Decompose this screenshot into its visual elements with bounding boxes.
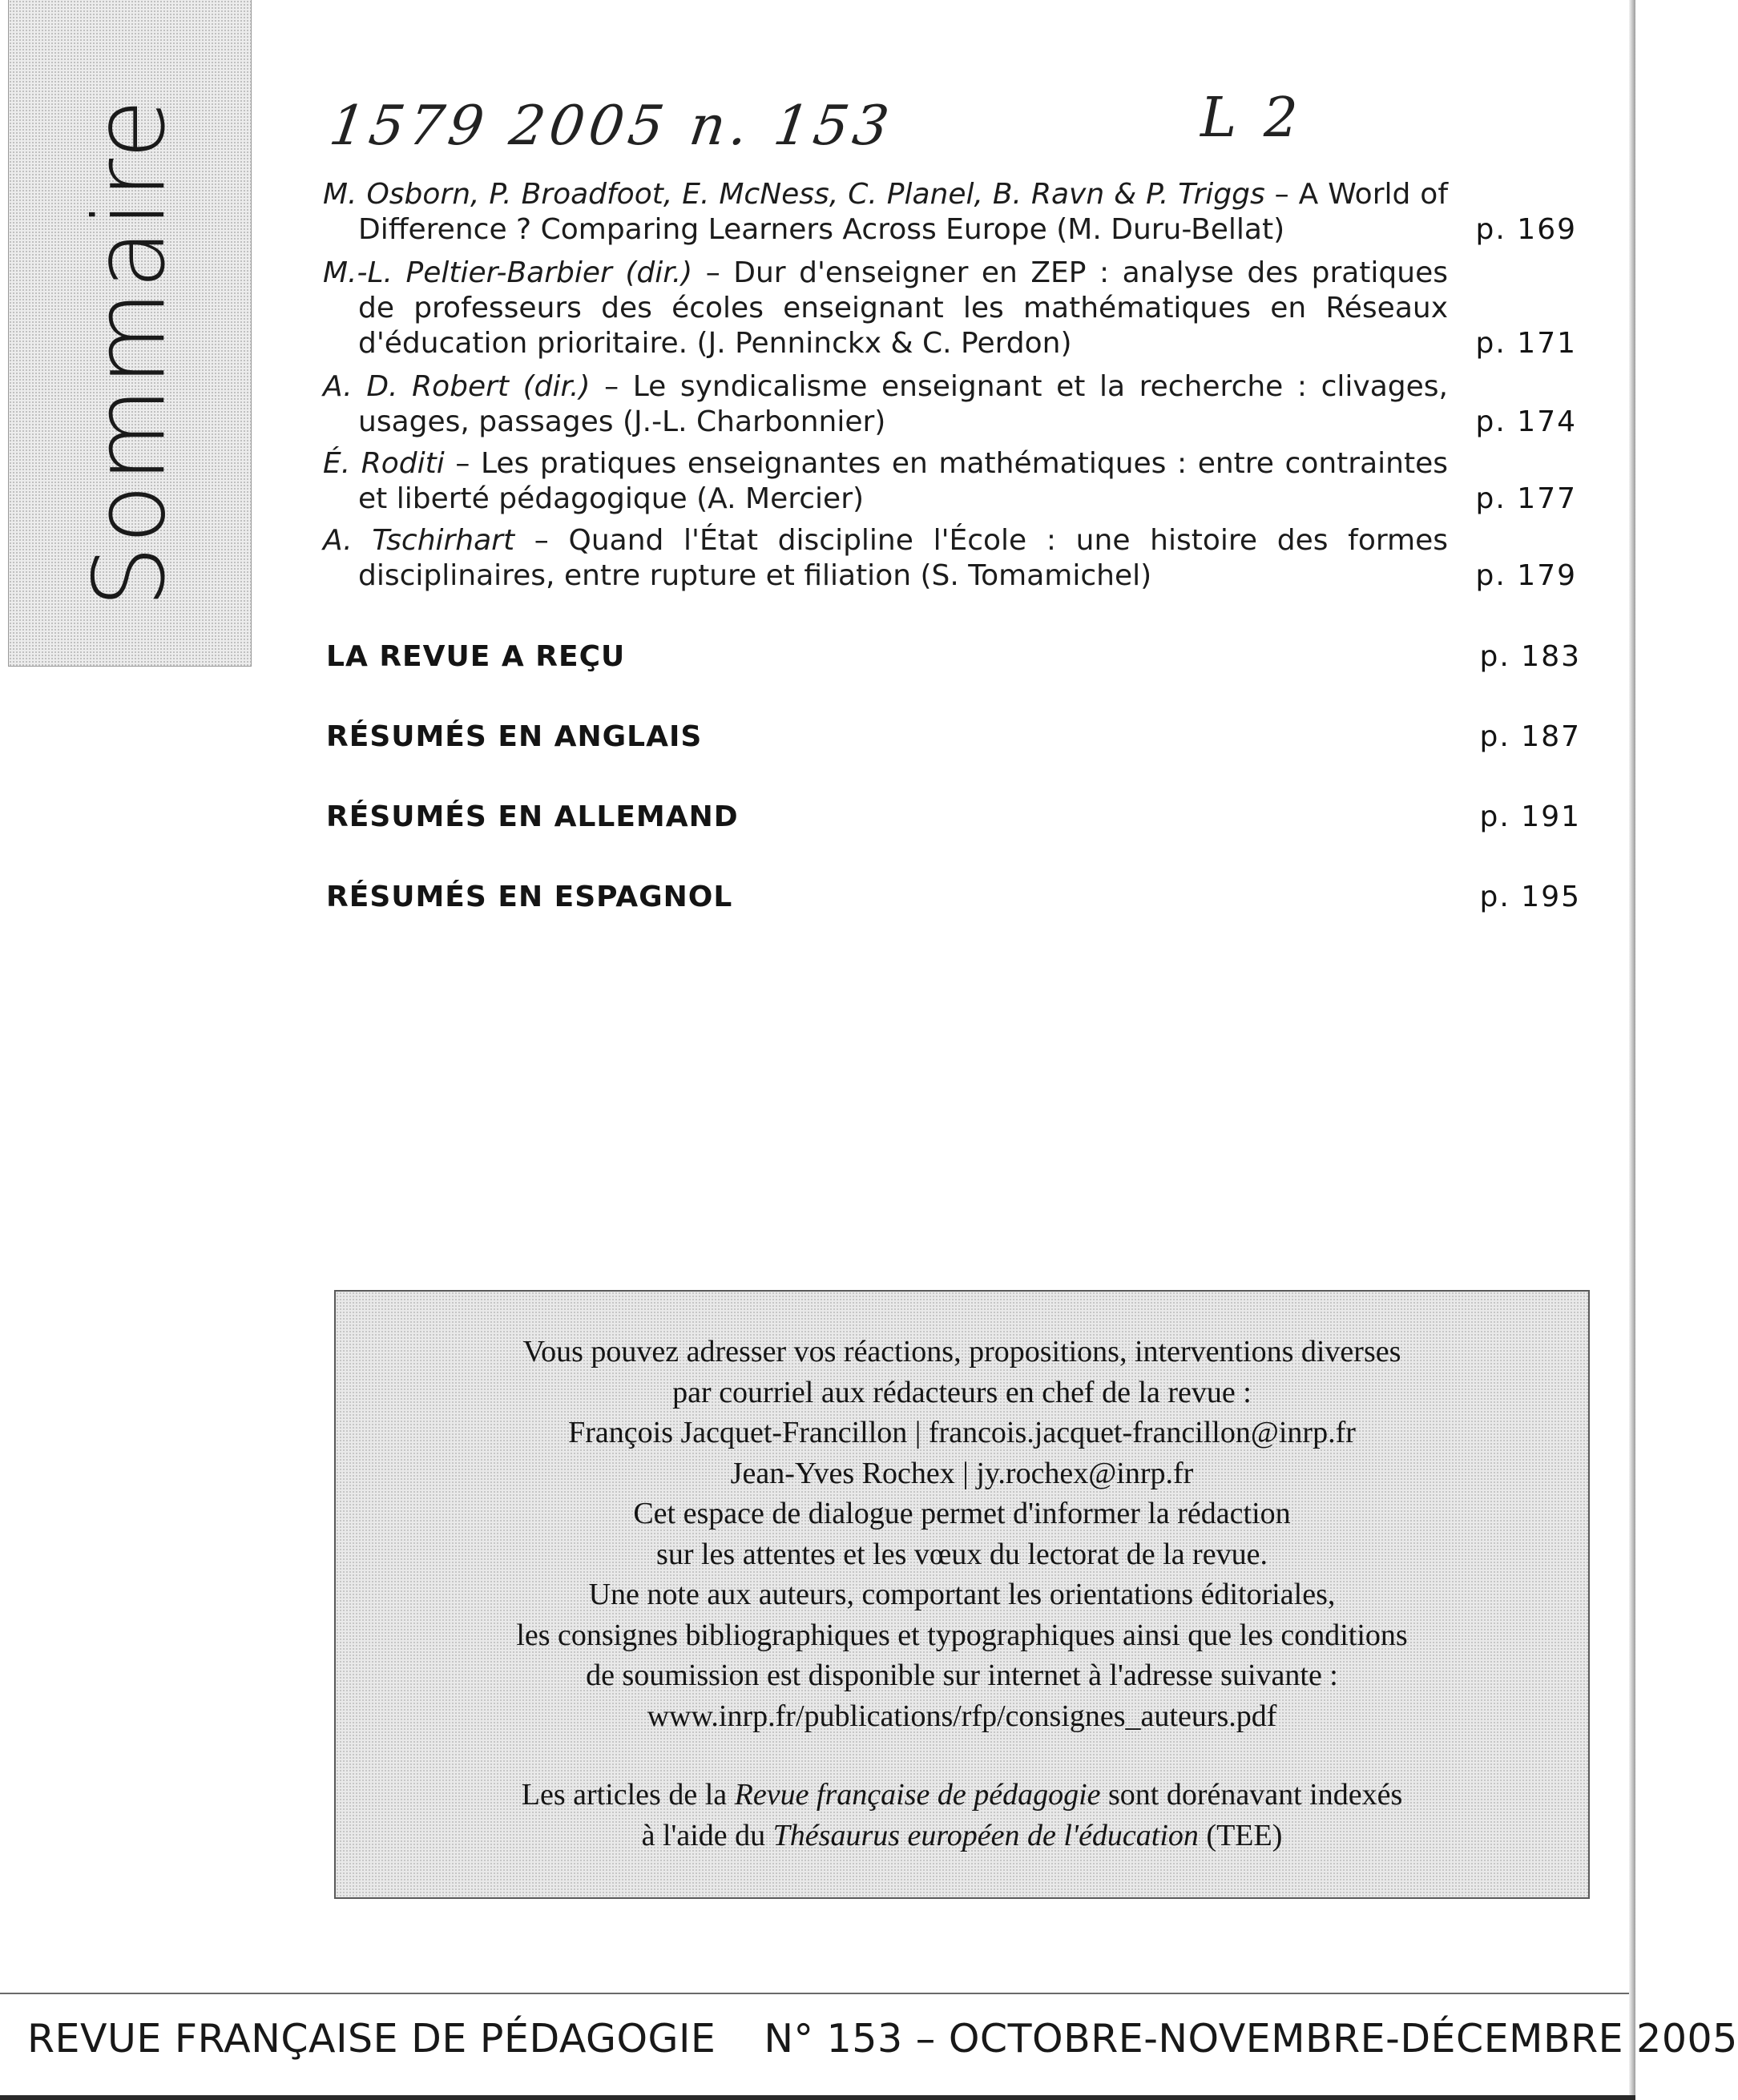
entry-title: – Le syndicalisme enseignant et la recherche : clivages, usages, passages (J.-L. Charbonnier) xyxy=(358,370,1448,438)
entry-text xyxy=(323,177,1448,248)
entry-page-number: p. 179 xyxy=(1475,559,1577,592)
entry-authors: A. D. Robert (dir.) xyxy=(323,370,591,403)
notice-line: Une note aux auteurs, comportant les orientations éditoriales, xyxy=(588,1578,1336,1611)
footer xyxy=(27,2015,1738,2063)
entry-text xyxy=(323,369,1448,440)
entry-page-number: p. 174 xyxy=(1475,405,1577,438)
toc-entry[interactable] xyxy=(323,523,1581,594)
section-page-number: p. 183 xyxy=(1479,640,1581,673)
entry-title: – Quand l'État discipline l'École : une histoire des formes disciplinaires, entre rupture et filiation (S. Tomamichel) xyxy=(358,524,1448,592)
entry-text xyxy=(323,523,1448,594)
entry-page-number: p. 169 xyxy=(1475,213,1577,246)
entry-page-number: p. 171 xyxy=(1475,327,1577,360)
section-title: RÉSUMÉS EN ANGLAIS xyxy=(326,720,703,753)
index-text: Les articles de la xyxy=(521,1778,735,1812)
toc-entry[interactable] xyxy=(323,177,1581,248)
notice-index-line-2 xyxy=(336,1816,1588,1856)
entry-text xyxy=(323,446,1448,517)
entry-page-number: p. 177 xyxy=(1475,482,1577,515)
notice-box xyxy=(334,1290,1590,1899)
notice-line-editor-1: François Jacquet-Francillon | francois.jacquet-francillon@inrp.fr xyxy=(568,1416,1356,1449)
footer-journal: REVUE FRANÇAISE DE PÉDAGOGIE xyxy=(27,2016,716,2062)
journal-title: Revue française de pédagogie xyxy=(734,1778,1101,1812)
section-title: LA REVUE A REÇU xyxy=(326,640,626,673)
toc-entry[interactable] xyxy=(323,369,1581,440)
notice-line: sur les attentes et les vœux du lectorat de la revue. xyxy=(656,1537,1268,1571)
notice-index-line-1 xyxy=(336,1775,1588,1816)
handwritten-shelf-mark: 1579 2005 n. 153 xyxy=(325,95,897,158)
entry-authors: M.-L. Peltier-Barbier (dir.) xyxy=(323,256,693,289)
toc-section[interactable] xyxy=(326,877,1581,917)
notice-line-editor-2: Jean-Yves Rochex | jy.rochex@inrp.fr xyxy=(730,1456,1194,1490)
section-title: RÉSUMÉS EN ESPAGNOL xyxy=(326,881,733,913)
toc-entry[interactable] xyxy=(323,256,1581,361)
entry-authors: É. Roditi xyxy=(323,447,445,480)
thesaurus-title: Thésaurus européen de l'éducation xyxy=(772,1818,1199,1852)
notice-url: www.inrp.fr/publications/rfp/consignes_auteurs.pdf xyxy=(647,1699,1277,1733)
entry-title: – Les pratiques enseignantes en mathématiques : entre contraintes et liberté pédagogique (A. Mercier) xyxy=(358,447,1448,515)
entry-title: – Dur d'enseigner en ZEP : analyse des pratiques de professeurs des écoles enseignant les mathématiques en Réseaux d'éducation prioritaire. (J. Penninckx & C. Perdon) xyxy=(358,256,1448,360)
entry-authors: A. Tschirhart xyxy=(323,524,515,557)
notice-line: Vous pouvez adresser vos réactions, propositions, interventions diverses xyxy=(522,1335,1401,1368)
sommaire-tab xyxy=(8,0,252,667)
entry-text xyxy=(323,256,1448,361)
notice-line: par courriel aux rédacteurs en chef de la revue : xyxy=(672,1375,1252,1409)
section-title: RÉSUMÉS EN ALLEMAND xyxy=(326,800,739,833)
index-text: sont dorénavant indexés xyxy=(1100,1778,1403,1812)
section-page-number: p. 187 xyxy=(1479,720,1581,753)
entry-authors: M. Osborn, P. Broadfoot, E. McNess, C. Planel, B. Ravn & P. Triggs xyxy=(323,178,1265,211)
notice-line: de soumission est disponible sur internet à l'adresse suivante : xyxy=(586,1659,1338,1692)
toc-entry[interactable] xyxy=(323,446,1581,517)
bottom-edge xyxy=(0,2095,1635,2100)
notice-spacer xyxy=(336,1736,1588,1775)
footer-rule xyxy=(0,1993,1629,1994)
handwritten-code: L 2 xyxy=(1200,87,1304,150)
entry-title: – A World of Difference ? Comparing Learners Across Europe (M. Duru-Bellat) xyxy=(358,178,1448,246)
footer-issue: N° 153 – OCTOBRE-NOVEMBRE-DÉCEMBRE 2005 xyxy=(764,2016,1738,2062)
toc-section[interactable] xyxy=(326,797,1581,837)
section-page-number: p. 191 xyxy=(1479,800,1581,833)
index-text: à l'aide du xyxy=(641,1818,773,1852)
section-page-number: p. 195 xyxy=(1479,881,1581,913)
index-text: (TEE) xyxy=(1198,1818,1283,1852)
notice-line: les consignes bibliographiques et typographiques ainsi que les conditions xyxy=(516,1618,1408,1652)
toc-section[interactable] xyxy=(326,637,1581,677)
tab-label: Sommaire xyxy=(73,97,187,608)
toc-section[interactable] xyxy=(326,717,1581,757)
page-edge xyxy=(1629,0,1635,2100)
notice-line: Cet espace de dialogue permet d'informer la rédaction xyxy=(633,1497,1291,1530)
